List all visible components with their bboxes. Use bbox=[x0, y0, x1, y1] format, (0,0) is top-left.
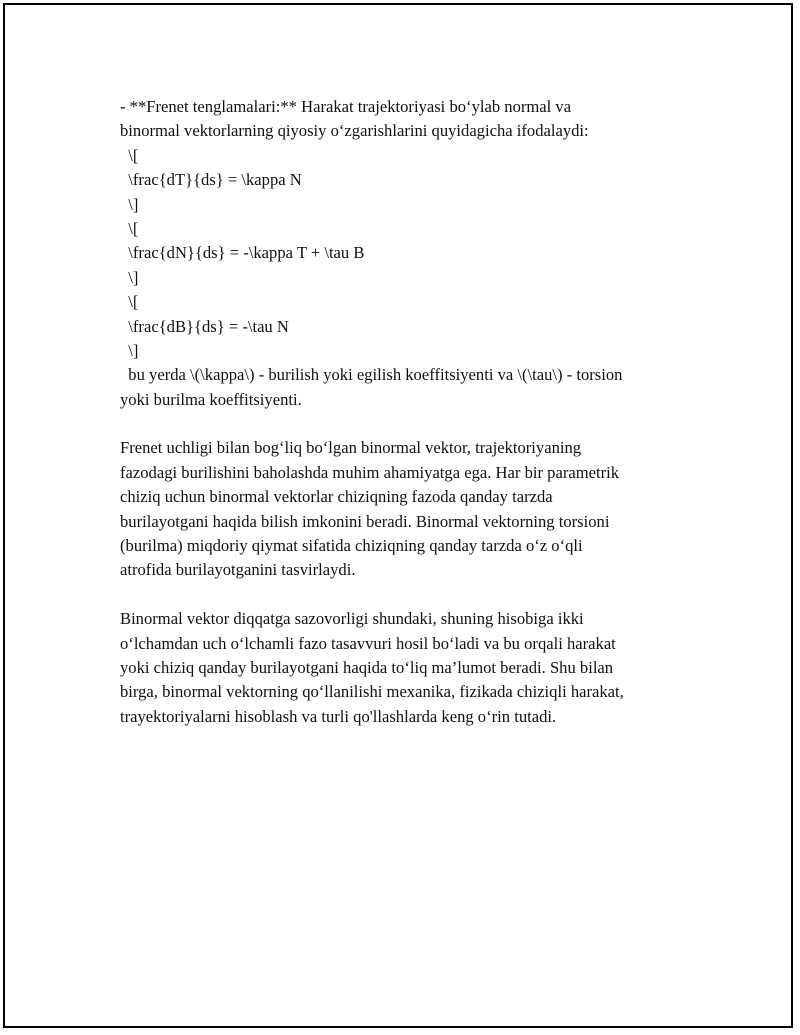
text-line: yoki burilma koeffitsiyenti. bbox=[120, 389, 302, 409]
latex-close-bracket: \] bbox=[120, 194, 139, 214]
text-line: binormal vektorlarning qiyosiy o‘zgarishlarini quyidagicha ifodalaydi: bbox=[120, 121, 589, 141]
text-line: chiziq uchun binormal vektorlar chiziqning fazoda qanday tarzda bbox=[120, 487, 553, 507]
text-line: o‘lchamdan uch o‘lchamli fazo tasavvuri hosil bo‘ladi va bu orqali harakat bbox=[120, 633, 616, 653]
text-line: atrofida burilayotganini tasvirlaydi. bbox=[120, 560, 356, 580]
frenet-equations-block bbox=[120, 95, 690, 412]
document-body bbox=[120, 95, 690, 729]
text-line: fazodagi burilishini baholashda muhim ahamiyatga ega. Har bir parametrik bbox=[120, 462, 620, 482]
paragraph-spacer bbox=[120, 412, 690, 436]
text-line: trayektoriyalarni hisoblash va turli qo'llashlarda keng o‘rin tutadi. bbox=[120, 706, 557, 726]
equation-dT-ds: \frac{dT}{ds} = \kappa N bbox=[120, 170, 302, 190]
text-line: Frenet uchligi bilan bog‘liq bo‘lgan binormal vektor, trajektoriyaning bbox=[120, 438, 582, 458]
text-line: birga, binormal vektorning qo‘llanilishi mexanika, fizikada chiziqli harakat, bbox=[120, 682, 624, 702]
equation-dN-ds: \frac{dN}{ds} = -\kappa T + \tau B bbox=[120, 243, 365, 263]
text-line: yoki chiziq qanday burilayotgani haqida to‘liq ma’lumot beradi. Shu bilan bbox=[120, 657, 614, 677]
paragraph-frenet-binormal bbox=[120, 436, 690, 582]
latex-open-bracket: \[ bbox=[120, 145, 139, 165]
text-line: Binormal vektor diqqatga sazovorligi shundaki, shuning hisobiga ikki bbox=[120, 609, 584, 629]
text-line: burilayotgani haqida bilish imkonini beradi. Binormal vektorning torsioni bbox=[120, 511, 610, 531]
paragraph-binormal-significance bbox=[120, 607, 690, 729]
equation-dB-ds: \frac{dB}{ds} = -\tau N bbox=[120, 316, 289, 336]
text-line: (burilma) miqdoriy qiymat sifatida chiziqning qanday tarzda o‘z o‘qli bbox=[120, 536, 583, 556]
text-line: bu yerda \(\kappa\) - burilish yoki egilish koeffitsiyenti va \(\tau\) - torsion bbox=[120, 365, 623, 385]
latex-close-bracket: \] bbox=[120, 340, 139, 360]
text-line: - **Frenet tenglamalari:** Harakat trajektoriyasi bo‘ylab normal va bbox=[120, 97, 572, 116]
document-page bbox=[3, 3, 793, 1028]
paragraph-spacer bbox=[120, 583, 690, 607]
latex-close-bracket: \] bbox=[120, 267, 139, 287]
latex-open-bracket: \[ bbox=[120, 218, 139, 238]
latex-open-bracket: \[ bbox=[120, 292, 139, 312]
